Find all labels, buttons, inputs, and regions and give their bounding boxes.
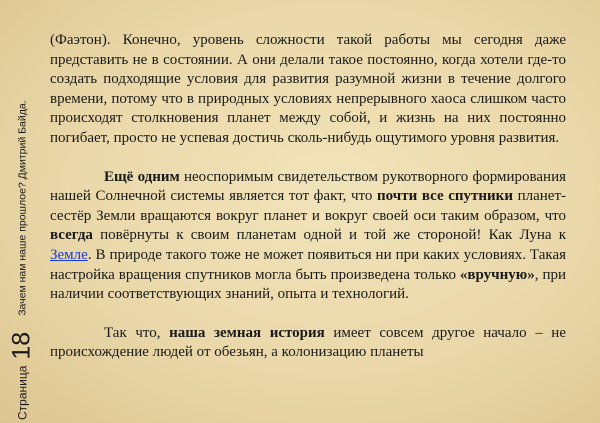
paragraph-text: имеет совсем другое начало – не происхождение людей от обезьян, а колонизацию планеты [50, 324, 566, 361]
paragraph-text: планет-сестёр Земли вращаются вокруг планет и вокруг своей оси таким образом, что [50, 188, 567, 224]
bold-text: «вручную» [459, 266, 535, 283]
page-sidebar [0, 0, 44, 423]
paragraph-2 [50, 168, 566, 305]
paragraph-text: неоспоримым свидетельством рукотворного формирования нашей Солнечной системы является тот факт, что [50, 168, 567, 205]
bold-text: наша земная история [169, 324, 325, 341]
paragraph-text: повёрнуты к своим планетам одной и той же стороной! Как Луна к [92, 227, 566, 244]
page-number: 18 [7, 331, 36, 360]
paragraph-text: , при наличии соответствующих знаний, опыта и технологий. [50, 266, 566, 303]
paragraph-3 [50, 324, 566, 363]
bold-text: почти все спутники [376, 188, 513, 205]
bold-text: всегда [50, 227, 93, 244]
earth-link[interactable]: Земле [50, 246, 88, 263]
bold-text: Ещё одним [104, 168, 180, 185]
paragraph-text: . В природе такого тоже не может появиться ни при каких условиях. Такая настройка вращения спутников могла быть произведена только [50, 246, 566, 283]
page-label: Страница [15, 365, 29, 420]
book-title: Зачем нам наше прошлое? Дмитрий Байда. [16, 100, 28, 316]
page-content [50, 31, 566, 363]
paragraph-text: Так что, [104, 324, 170, 341]
paragraph-1: (Фаэтон). Конечно, уровень сложности такой работы мы сегодня даже представить не в состоянии. А они делали такое постоянно, когда хотели где-то создать подходящие условия для развития разумной жизни в течение долгого времени, потому что в природных условиях непрерывного хаоса слишком часто происходят столкновения планет между собой, и жизнь на них постоянно погибает, просто не успевая достичь сколь-нибудь ощутимого уровня развития. [50, 32, 566, 146]
sidebar-rotated [7, 0, 36, 420]
